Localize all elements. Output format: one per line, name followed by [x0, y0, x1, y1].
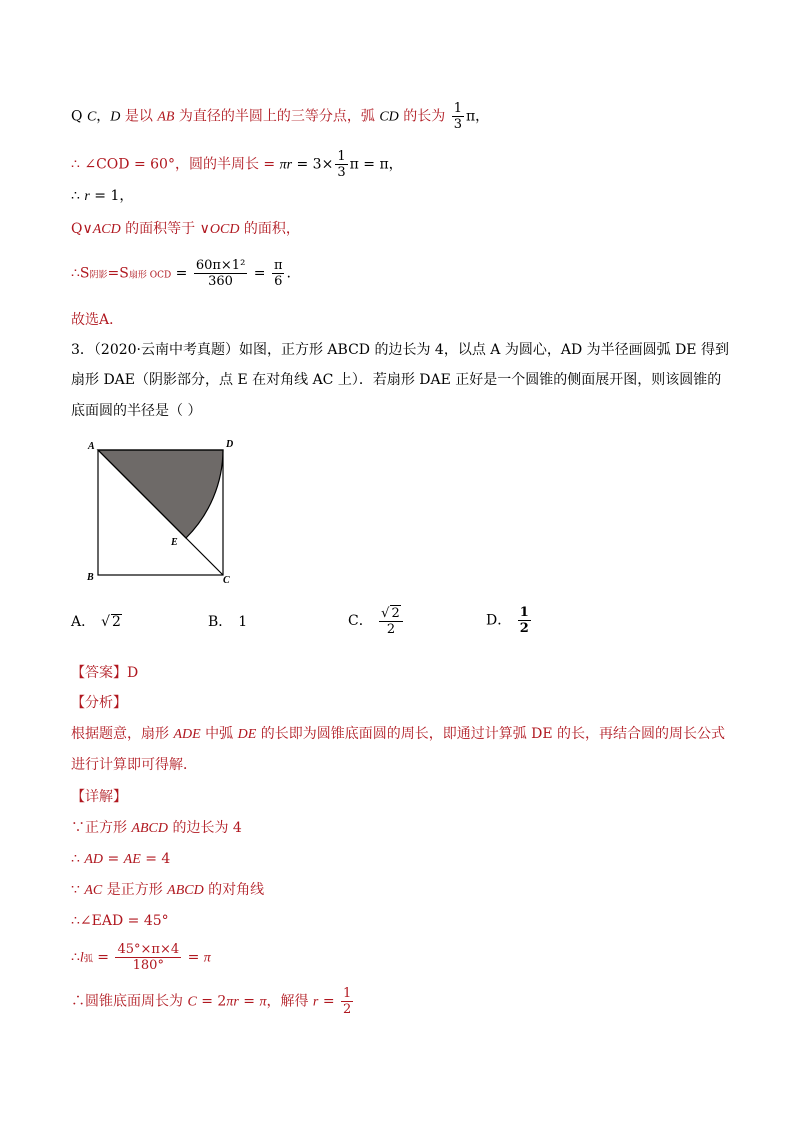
- answer-line: 【答案】D: [71, 665, 139, 681]
- question-3-line-1: 3．（2020·云南中考真题）如图，正方形 ABCD 的边长为 4，以点 A 为圆心，AD 为半径画圆弧 DE 得到: [71, 342, 729, 358]
- choice-c[interactable]: C． $\frac{√ 2}{2}$: [348, 605, 405, 637]
- label-b: B: [87, 572, 94, 583]
- solution-line-2: ∴ ∠COD = 60°，圆的半周长 = πr = 3× $\frac{1}{3}$ π = π，: [71, 149, 403, 180]
- fraction-pi-sixth: $\frac{\pi}{6}$: [273, 258, 283, 289]
- fraction-one-half: $\frac{1}{2}$: [519, 605, 529, 636]
- choice-b[interactable]: B． 1: [208, 614, 248, 630]
- detail-line-2: ∴ AD = AE = 4: [71, 851, 171, 867]
- solution-line-5: ∴S阴影=S扇形 OCD = $\frac{\text{60π×1²}}{360}$ = $\frac{\pi}{6}$ .: [71, 258, 291, 289]
- fraction-sector-area: $\frac{\text{60π×1²}}{360}$: [195, 258, 246, 289]
- solution-line-1: Q C，D 是以 AB 为直径的半圆上的三等分点，弧 CD 的长为 $\frac{1}{3}$ π，: [71, 101, 490, 132]
- choice-d[interactable]: D． $\frac{1}{2}$: [486, 605, 529, 636]
- detail-line-6: ∴圆锥底面周长为 C = 2πr = π，解得 r = $\frac{1}{2}$: [71, 986, 352, 1017]
- detail-line-4: ∴∠EAD = 45°: [71, 913, 169, 929]
- fraction-arc-length: $\frac{45^\circ\times\pi\times 4}{180^\circ}$: [117, 942, 180, 973]
- because-symbol: Q: [71, 108, 83, 125]
- fraction-r-half: $\frac{1}{2}$: [343, 986, 352, 1017]
- analysis-line-1: 根据题意，扇形 ADE 中弧 DE 的长即为圆锥底面圆的周长，即通过计算弧 DE 的长，再结合圆的周长公式: [71, 726, 726, 742]
- label-c: C: [223, 575, 230, 586]
- label-a: A: [88, 441, 95, 452]
- choice-a[interactable]: A． √ 2: [71, 614, 121, 630]
- fraction-one-third: $\frac{1}{3}$: [453, 101, 462, 132]
- detail-line-1: ∵正方形 ABCD 的边长为 4: [71, 820, 242, 836]
- square-sector-figure: [82, 432, 242, 588]
- fraction-one-third: $\frac{1}{3}$: [337, 149, 346, 180]
- label-e: E: [171, 537, 178, 548]
- question-3-line-3: 底面圆的半径是（ ）: [71, 403, 202, 419]
- solution-conclusion: 故选A．: [71, 312, 124, 328]
- fraction-sqrt2-over-2: $\frac{√ 2}{2}$: [379, 605, 403, 637]
- analysis-line-2: 进行计算即可得解．: [71, 757, 197, 773]
- shaded-sector-dae: [98, 450, 223, 538]
- solution-line-3: ∴ r = 1，: [71, 188, 134, 204]
- solution-line-4: Q∨ACD 的面积等于 ∨OCD 的面积，: [71, 221, 300, 237]
- question-3-line-2: 扇形 DAE（阴影部分，点 E 在对角线 AC 上）．若扇形 DAE 正好是一个圆锥的侧面展开图，则该圆锥的: [71, 372, 722, 388]
- detail-line-3: ∵ AC 是正方形 ABCD 的对角线: [71, 882, 265, 898]
- detail-line-5: ∴l弧 = $\frac{45^\circ\times\pi\times 4}{180^\circ}$ = π: [71, 942, 211, 973]
- detail-label: 【详解】: [71, 789, 127, 805]
- label-d: D: [226, 439, 234, 450]
- analysis-label: 【分析】: [71, 695, 127, 711]
